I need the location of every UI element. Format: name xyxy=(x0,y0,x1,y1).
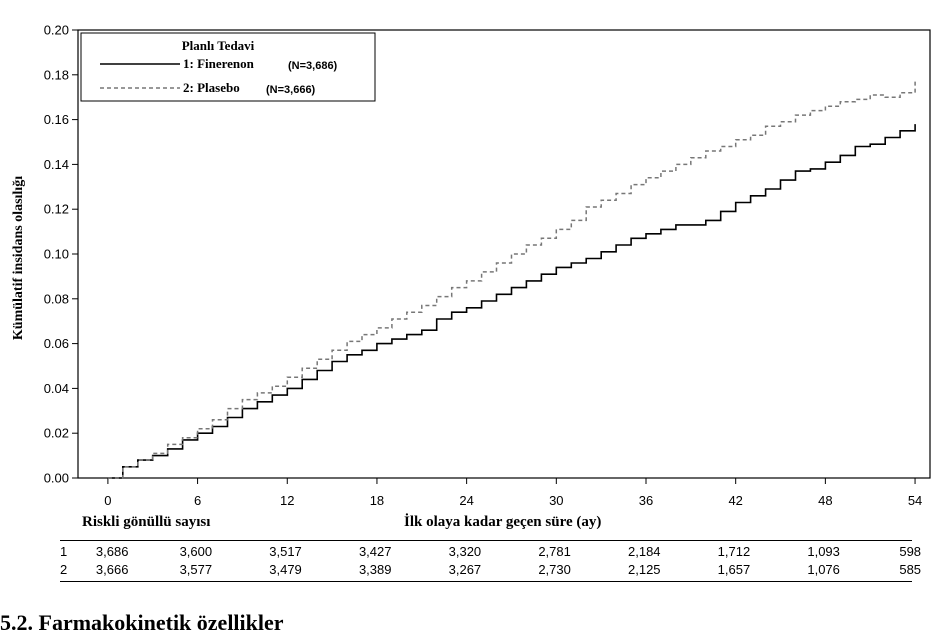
risk-table-cell: 3,666 xyxy=(95,562,129,577)
y-tick-label: 0.00 xyxy=(43,470,69,486)
x-tick-label: 24 xyxy=(459,493,474,508)
series-line-1 xyxy=(108,124,915,478)
legend-label-2: 2: Plasebo xyxy=(183,80,240,95)
y-tick-label: 0.02 xyxy=(43,425,69,441)
x-tick-label: 54 xyxy=(907,493,923,508)
risk-table-cell: 2,730 xyxy=(538,562,571,577)
x-tick-label: 48 xyxy=(818,493,833,508)
y-tick-label: 0.06 xyxy=(43,336,69,352)
risk-table xyxy=(56,544,922,580)
risk-table-cell: 3,686 xyxy=(95,544,129,559)
risk-table-cell: 3,427 xyxy=(358,544,392,559)
risk-table-cell: 2,125 xyxy=(628,562,661,577)
risk-table-cell: 3,267 xyxy=(448,562,482,577)
y-tick-label: 0.08 xyxy=(43,291,69,307)
y-axis-label: Kümülatif insidans olasılığı xyxy=(11,175,26,341)
risk-table-cell: 3,517 xyxy=(269,544,302,559)
risk-table-cell: 3,577 xyxy=(179,562,213,577)
risk-table-top-rule xyxy=(60,540,912,541)
risk-table-cell: 2,781 xyxy=(538,544,571,559)
y-tick-label: 0.12 xyxy=(43,201,69,217)
risk-table-row xyxy=(56,544,922,562)
y-tick-label: 0.04 xyxy=(43,380,69,396)
legend-n-1: (N=3,686) xyxy=(288,60,338,72)
legend-label-1: 1: Finerenon xyxy=(183,56,254,71)
risk-table-row xyxy=(56,562,922,580)
x-ticks xyxy=(104,478,922,508)
risk-table-cell: 1,657 xyxy=(717,562,751,577)
x-axis-label: İlk olaya kadar geçen süre (ay) xyxy=(404,514,602,530)
series-lines xyxy=(108,82,915,479)
x-tick-label: 36 xyxy=(638,493,654,508)
risk-table-cell: 585 xyxy=(899,562,922,577)
risk-table-cell: 3,320 xyxy=(448,544,482,559)
risk-table-cell: 598 xyxy=(899,544,922,559)
y-ticks xyxy=(44,23,78,486)
series-line-2 xyxy=(108,82,915,479)
y-tick-label: 0.16 xyxy=(43,112,69,128)
legend-title: Planlı Tedavi xyxy=(181,38,255,53)
risk-table-cell: 1,712 xyxy=(717,544,751,559)
risk-table-cell: 3,479 xyxy=(269,562,302,577)
risk-table-cell: 1,093 xyxy=(807,544,840,559)
y-tick-label: 0.20 xyxy=(43,22,69,38)
section-heading: 5.2. Farmakokinetik özellikler xyxy=(0,610,284,635)
y-tick-label: 0.10 xyxy=(43,246,69,262)
x-tick-label: 18 xyxy=(369,493,385,508)
y-tick-label: 0.14 xyxy=(43,156,69,172)
x-tick-label: 30 xyxy=(549,493,564,508)
x-tick-label: 0 xyxy=(104,493,112,508)
legend-n-2: (N=3,666) xyxy=(266,84,316,96)
risk-table-cell: 2,184 xyxy=(628,544,661,559)
risk-table-cell: 3,600 xyxy=(179,544,213,559)
x-tick-label: 6 xyxy=(193,493,202,508)
legend xyxy=(81,33,375,101)
x-tick-label: 12 xyxy=(280,493,295,508)
risk-table-bottom-rule xyxy=(60,581,912,582)
x-tick-label: 42 xyxy=(728,493,743,508)
risk-row-label: 1 xyxy=(60,544,68,559)
risk-row-label: 2 xyxy=(60,562,68,577)
risk-table-cell: 3,389 xyxy=(358,562,392,577)
risk-table-header: Riskli gönüllü sayısı xyxy=(82,514,211,530)
risk-table-cell: 1,076 xyxy=(807,562,840,577)
y-tick-label: 0.18 xyxy=(43,67,69,83)
